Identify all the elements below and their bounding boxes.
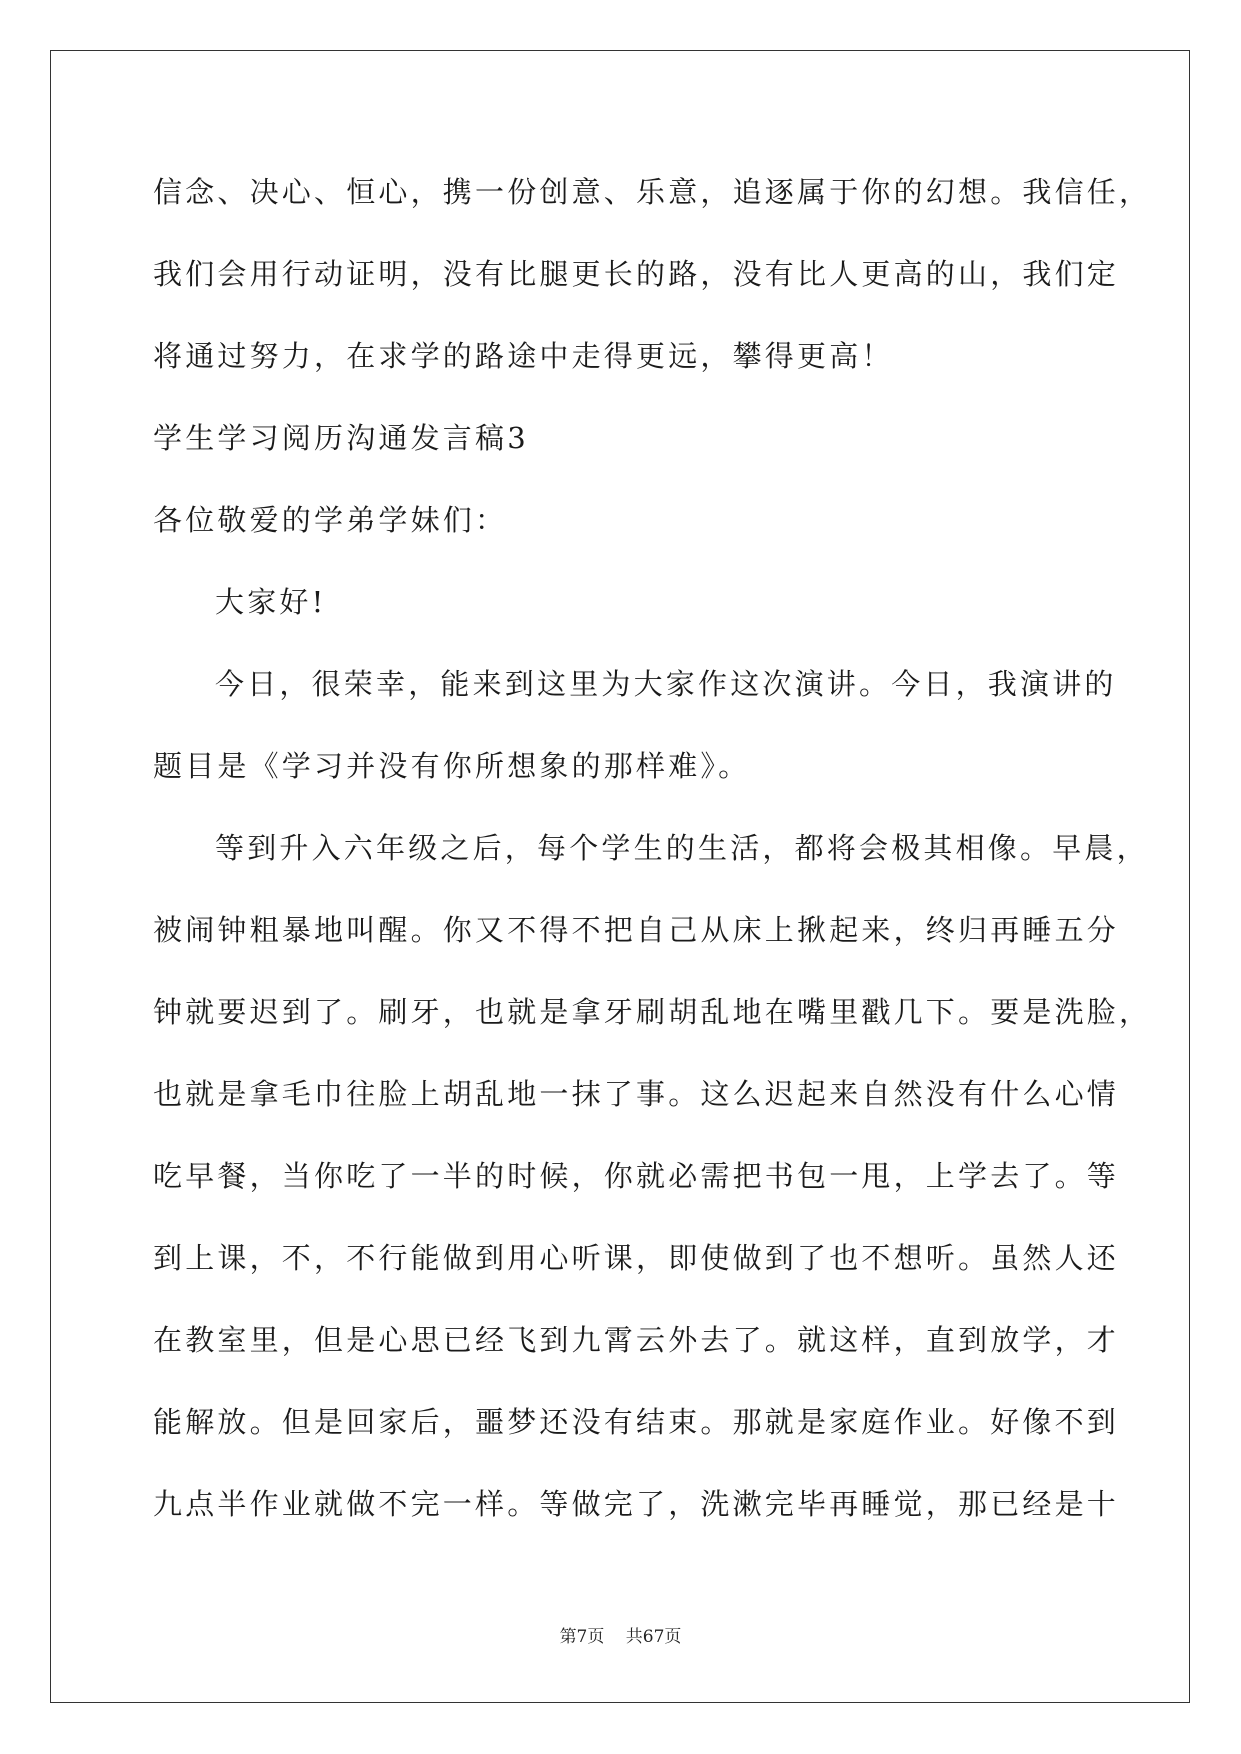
- paragraph-line: 到上课，不，不行能做到用心听课，即使做到了也不想听。虽然人还: [153, 1241, 1120, 1275]
- paragraph-line: 我们会用行动证明，没有比腿更长的路，没有比人更高的山，我们定: [153, 257, 1120, 291]
- paragraph-line: 被闹钟粗暴地叫醒。你又不得不把自己从床上揪起来，终归再睡五分: [153, 913, 1120, 947]
- paragraph-line: 钟就要迟到了。刷牙，也就是拿牙刷胡乱地在嘴里戳几下。要是洗脸，: [153, 995, 1152, 1029]
- paragraph-line: 等到升入六年级之后，每个学生的生活，都将会极其相像。早晨，: [215, 831, 1149, 865]
- paragraph-line: 在教室里，但是心思已经飞到九霄云外去了。就这样，直到放学，才: [153, 1323, 1120, 1357]
- paragraph-line: 能解放。但是回家后，噩梦还没有结束。那就是家庭作业。好像不到: [153, 1405, 1120, 1439]
- paragraph-line: 今日，很荣幸，能来到这里为大家作这次演讲。今日，我演讲的: [215, 667, 1117, 701]
- page-total: 共67页: [625, 1627, 682, 1647]
- page-border: [50, 50, 1190, 1703]
- paragraph-line: 信念、决心、恒心，携一份创意、乐意，追逐属于你的幻想。我信任，: [153, 175, 1152, 209]
- page-number: 第7页: [559, 1627, 605, 1647]
- paragraph-line: 吃早餐，当你吃了一半的时候，你就必需把书包一甩，上学去了。等: [153, 1159, 1120, 1193]
- page-footer: [0, 1622, 1241, 1647]
- paragraph-line: 将通过努力，在求学的路途中走得更远，攀得更高！: [153, 339, 894, 373]
- greeting: 大家好!: [215, 585, 327, 619]
- salutation: 各位敬爱的学弟学妹们：: [153, 503, 508, 537]
- paragraph-line: 九点半作业就做不完一样。等做完了，洗漱完毕再睡觉，那已经是十: [153, 1487, 1120, 1521]
- paragraph-line: 也就是拿毛巾往脸上胡乱地一抹了事。这么迟起来自然没有什么心情: [153, 1077, 1120, 1111]
- section-heading: 学生学习阅历沟通发言稿3: [153, 421, 529, 455]
- paragraph-line: 题目是《学习并没有你所想象的那样难》。: [153, 749, 751, 783]
